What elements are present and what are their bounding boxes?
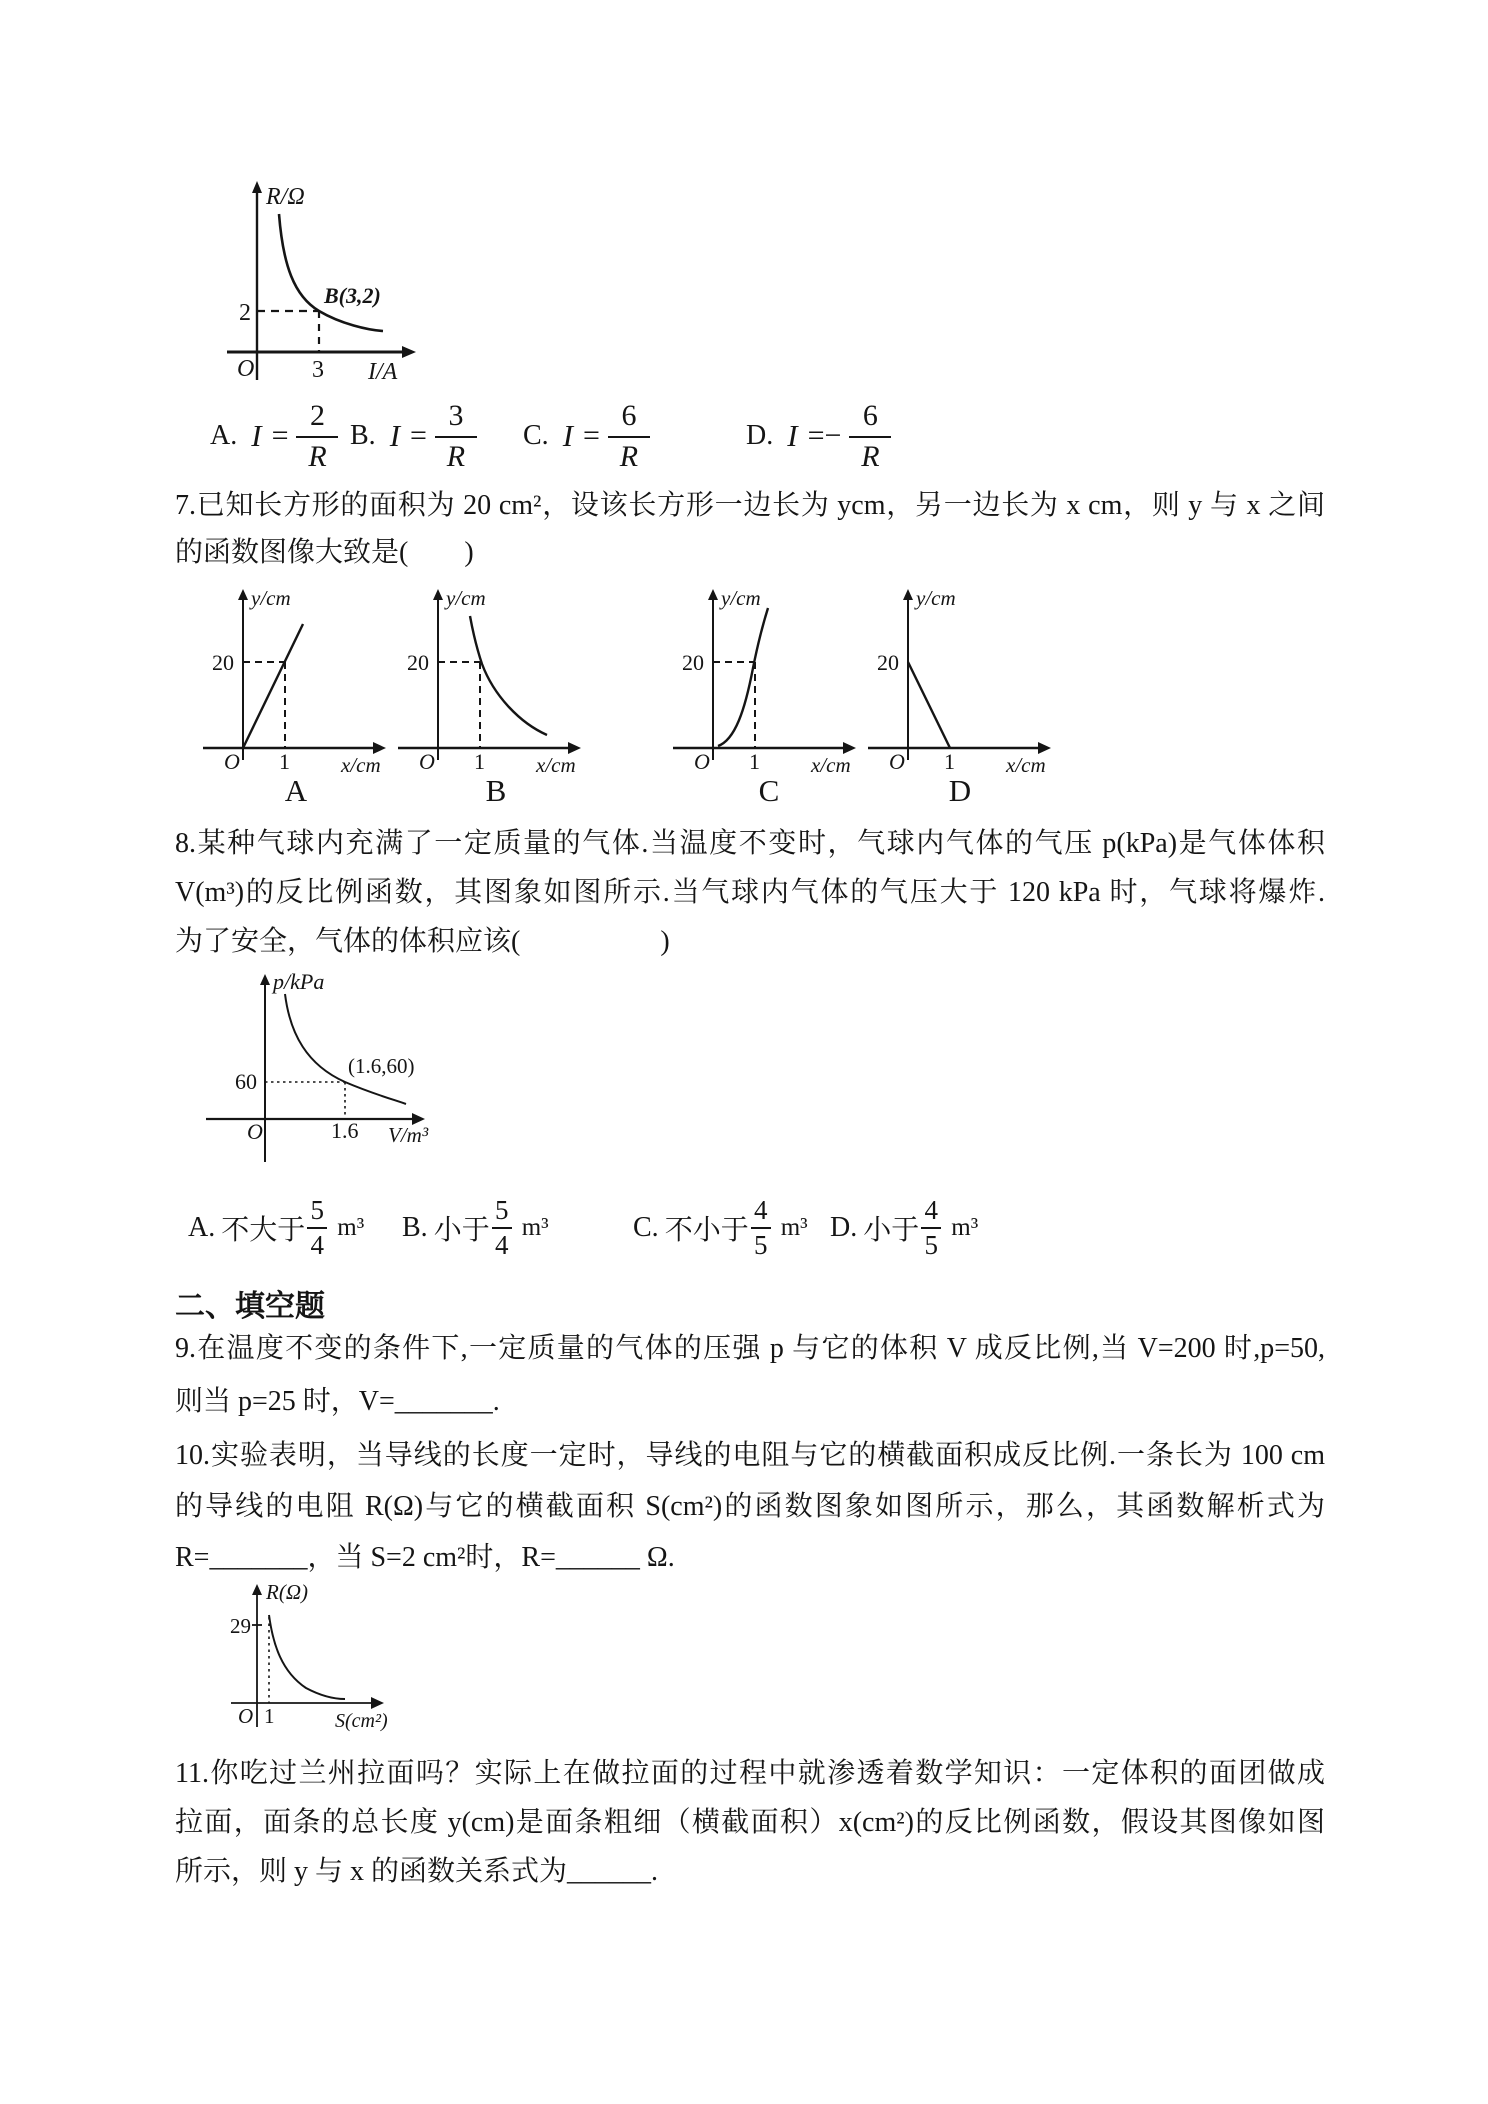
origin-label: O (224, 749, 240, 774)
q6-option-c-eq: = (583, 419, 600, 452)
y-tick-label: 20 (877, 650, 899, 675)
q6-y-axis-label: R/Ω (266, 184, 305, 210)
q6-option-d-eq: =− (807, 419, 842, 452)
q6-option-b-label: B. (350, 420, 376, 451)
q6-option-c (523, 388, 650, 484)
q9-line2: 则当 p=25 时，V=_______. (175, 1386, 500, 1417)
q11-line1: 11.你吃过兰州拉面吗？实际上在做拉面的过程中就渗透着数学知识：一定体积的面团做成 (175, 1758, 1325, 1789)
q6-option-a (210, 388, 338, 484)
q8-line1: 8.某种气球内充满了一定质量的气体.当温度不变时，气球内气体的气压 p(kPa)是气体体积 (175, 828, 1325, 859)
q8-line3: 为了安全，气体的体积应该( ) (175, 926, 670, 957)
q8-option-a-fraction (307, 1197, 327, 1259)
q7-line1: 7.已知长方形的面积为 20 cm²，设该长方形一边长为 ycm，另一边长为 x cm，则 y 与 x 之间 (175, 490, 1325, 521)
q8-option-b-fraction (492, 1197, 512, 1259)
fraction-numerator: 5 (494, 1195, 509, 1225)
y-axis-label: p/kPa (273, 969, 325, 994)
q9-paragraph (175, 1322, 1325, 1428)
x-tick-label: 1 (749, 749, 760, 774)
q8-option-b-label: B. (402, 1212, 428, 1243)
q6-x-tick-label: 3 (312, 357, 324, 383)
fraction-denominator: 5 (921, 1227, 941, 1259)
q6-x-arrow-icon (402, 346, 416, 358)
q6-option-b-var: I (389, 418, 401, 453)
origin-label: O (238, 1704, 254, 1728)
q6-option-c-fraction (608, 398, 650, 473)
section2-header: 二、填空题 (175, 1290, 325, 1323)
q6-point-label: B(3,2) (324, 283, 381, 308)
hyperbola-curve (285, 994, 406, 1104)
q10-line3: R=_______，当 S=2 cm²时，R=______ Ω. (175, 1542, 675, 1573)
x-axis-label: V/m³ (388, 1123, 429, 1147)
fraction-denominator: R (608, 436, 650, 472)
origin-label: O (889, 749, 905, 774)
q6-option-c-var: I (562, 418, 574, 453)
x-tick-label: 1.6 (331, 1118, 359, 1143)
q6-option-b-fraction (435, 398, 477, 473)
fraction-denominator: R (296, 436, 338, 472)
origin-label: O (694, 749, 710, 774)
q8-option-c (633, 1178, 808, 1278)
q9-line1: 9.在温度不变的条件下,一定质量的气体的压强 p 与它的体积 V 成反比例,当 V=200 时,p=50, (175, 1333, 1325, 1364)
q6-x-axis-label: I/A (368, 359, 398, 385)
x-axis-label: x/cm (536, 753, 576, 777)
q7-paragraph (175, 482, 1325, 576)
q10-line2: 的导线的电阻 R(Ω)与它的横截面积 S(cm²)的函数图象如图所示，那么，其函数解析式为 (175, 1491, 1325, 1522)
q7-graph-b (390, 588, 590, 783)
fraction-numerator: 6 (621, 398, 637, 432)
q6-option-b (350, 388, 477, 484)
point-label: (1.6,60) (348, 1054, 415, 1078)
hyperbola-curve (269, 1615, 345, 1699)
q8-paragraph (175, 819, 1325, 966)
q7-line2: 的函数图像大致是( ) (175, 537, 474, 568)
x-tick-label: 1 (944, 749, 955, 774)
q6-option-a-eq: = (271, 419, 289, 452)
q7-graph-c-letter: C (758, 773, 780, 808)
line-curve (243, 624, 303, 748)
q11-paragraph (175, 1749, 1325, 1896)
q6-option-d-fraction (849, 398, 891, 473)
x-tick-label: 1 (474, 749, 485, 774)
y-axis-label: y/cm (916, 586, 956, 610)
fraction-numerator: 5 (310, 1195, 324, 1225)
q10-resistance-graph (225, 1580, 425, 1735)
fraction-numerator: 4 (753, 1195, 768, 1225)
q8-option-a-label: A. (188, 1212, 216, 1243)
y-arrow-icon (238, 589, 248, 600)
y-arrow-icon (260, 974, 270, 985)
y-tick-label: 20 (682, 650, 704, 675)
y-axis-label: y/cm (446, 586, 486, 610)
q8-option-d-label: D. (830, 1212, 858, 1243)
q6-option-a-label: A. (210, 420, 238, 451)
q6-y-arrow-icon (252, 181, 262, 193)
fraction-denominator: 5 (751, 1227, 771, 1259)
hyperbola-curve (470, 616, 547, 735)
q8-option-b (402, 1178, 549, 1278)
q8-option-b-text: 小于 (433, 1215, 490, 1246)
fraction-numerator: 3 (448, 398, 464, 432)
y-arrow-icon (433, 589, 443, 600)
q6-origin-label: O (237, 356, 255, 382)
x-arrow-icon (371, 1697, 384, 1709)
q10-line1: 10.实验表明，当导线的长度一定时，导线的电阻与它的横截面积成反比例.一条长为 100 cm (175, 1440, 1325, 1471)
q6-hyperbola-graph (222, 180, 417, 385)
q6-option-a-fraction (296, 398, 338, 473)
q6-option-c-label: C. (523, 420, 549, 451)
x-axis-label: x/cm (1006, 753, 1046, 777)
x-axis-label: x/cm (811, 753, 851, 777)
q8-pressure-graph (190, 969, 460, 1167)
q8-option-b-unit: m³ (521, 1214, 549, 1241)
y-tick-label: 20 (407, 650, 429, 675)
q8-option-d-unit: m³ (951, 1214, 979, 1241)
q6-option-a-var: I (251, 418, 262, 453)
q6-option-d-var: I (787, 418, 798, 453)
q8-option-a-unit: m³ (337, 1214, 365, 1241)
q7-graph-a (195, 588, 395, 783)
q6-option-b-eq: = (410, 419, 427, 452)
q7-graph-a-letter: A (284, 773, 308, 808)
q8-option-d-text: 小于 (863, 1215, 920, 1246)
q8-option-c-fraction (751, 1197, 771, 1259)
falling-line (908, 662, 950, 748)
q7-graph-d-letter: D (948, 773, 972, 808)
rising-curve (718, 608, 768, 746)
q11-line3: 所示，则 y 与 x 的函数关系式为______. (175, 1856, 659, 1887)
q8-option-c-text: 不小于 (664, 1215, 749, 1246)
y-arrow-icon (252, 1584, 262, 1595)
q11-line2: 拉面，面条的总长度 y(cm)是面条粗细（横截面积）x(cm²)的反比例函数，假设其图像如图 (175, 1807, 1325, 1838)
y-tick-label: 29 (230, 1614, 251, 1638)
q10-paragraph (175, 1430, 1325, 1583)
fraction-denominator: R (435, 436, 477, 472)
x-tick-label: 1 (279, 749, 290, 774)
y-tick-label: 60 (235, 1069, 257, 1094)
x-axis-label: S(cm²) (335, 1710, 388, 1732)
x-axis-label: x/cm (341, 753, 381, 777)
q6-option-d (746, 388, 891, 484)
fraction-numerator: 6 (862, 398, 878, 432)
q7-graph-b-letter: B (485, 773, 507, 808)
y-axis-label: y/cm (251, 586, 291, 610)
fraction-denominator: R (849, 436, 891, 472)
q6-y-tick-label: 2 (239, 300, 251, 326)
fraction-numerator: 2 (309, 398, 325, 432)
q7-graph-d (860, 588, 1060, 783)
y-arrow-icon (708, 589, 718, 600)
fraction-denominator: 4 (492, 1227, 512, 1259)
y-axis-label: R(Ω) (266, 1580, 308, 1604)
fraction-denominator: 4 (307, 1227, 327, 1259)
q8-option-c-label: C. (633, 1212, 659, 1243)
q8-option-a-text: 不大于 (221, 1215, 306, 1246)
y-axis-label: y/cm (721, 586, 761, 610)
q8-line2: V(m³)的反比例函数，其图象如图所示.当气球内气体的气压大于 120 kPa 时，气球将爆炸. (175, 877, 1325, 908)
q6-curve (279, 214, 383, 331)
y-arrow-icon (903, 589, 913, 600)
q8-option-c-unit: m³ (780, 1214, 808, 1241)
q8-option-d (830, 1178, 978, 1278)
q7-graph-c (665, 588, 865, 783)
q8-option-d-fraction (921, 1197, 941, 1259)
origin-label: O (419, 749, 435, 774)
origin-label: O (247, 1119, 263, 1144)
q8-option-a (188, 1178, 364, 1278)
fraction-numerator: 4 (924, 1195, 938, 1225)
y-tick-label: 20 (212, 650, 234, 675)
q6-option-d-label: D. (746, 420, 774, 451)
x-tick-label: 1 (264, 1704, 275, 1728)
